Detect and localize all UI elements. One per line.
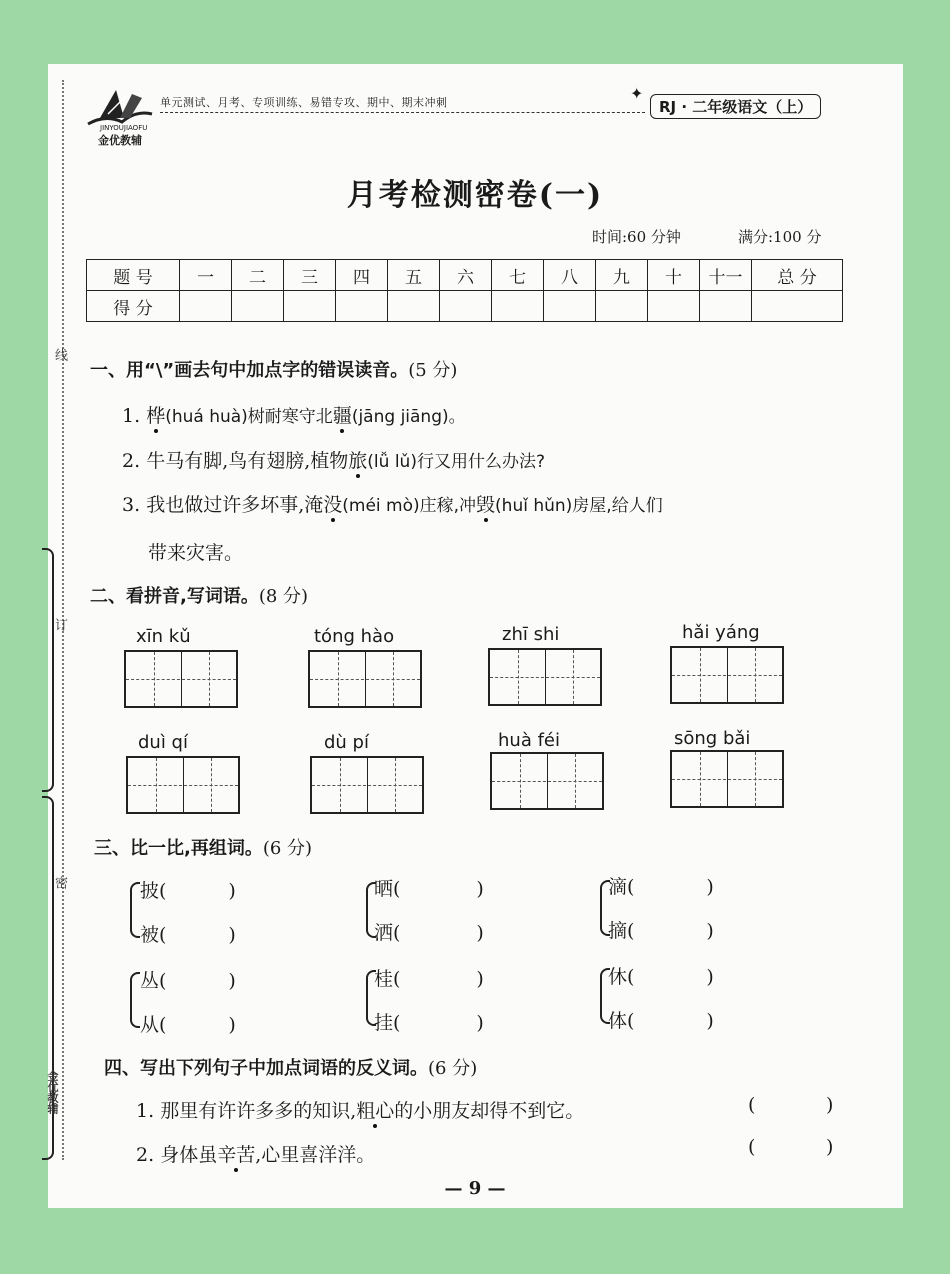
compare-char: 洒( xyxy=(374,922,401,944)
score-table-row2-label: 得 分 xyxy=(87,291,180,322)
section-2-title-text: 二、看拼音,写词语。 xyxy=(90,586,259,607)
score-cell[interactable] xyxy=(648,291,700,322)
compare-close: ) xyxy=(476,1012,484,1034)
compare-item xyxy=(608,916,714,943)
score-col-1: 一 xyxy=(180,260,232,291)
score-cell[interactable] xyxy=(752,291,843,322)
compare-char: 晒( xyxy=(374,878,401,900)
page-title: 月考检测密卷(一) xyxy=(346,178,604,213)
answer-paren-open: ( xyxy=(748,1136,756,1158)
section-4-title xyxy=(104,1054,477,1080)
compare-item xyxy=(374,1008,484,1035)
binding-bracket-upper xyxy=(42,548,54,792)
compare-close: ) xyxy=(706,876,714,898)
full-score: 满分:100 分 xyxy=(738,228,822,246)
dotted-word: 粗心 xyxy=(356,1100,395,1122)
score-col-6: 六 xyxy=(440,260,492,291)
writing-grid[interactable] xyxy=(124,650,238,708)
compare-item xyxy=(608,962,714,989)
pinyin-label xyxy=(498,730,560,751)
compare-item xyxy=(374,918,484,945)
writing-grid[interactable] xyxy=(308,650,422,708)
section-4-points: (6 分) xyxy=(428,1058,478,1079)
compare-close: ) xyxy=(476,878,484,900)
writing-grid[interactable] xyxy=(126,756,240,814)
binding-mark-xian: 线 xyxy=(52,348,67,361)
q-text: 的小朋友却得不到它。 xyxy=(394,1100,585,1122)
score-col-2: 二 xyxy=(232,260,284,291)
dotted-char: 毁 xyxy=(476,494,496,516)
s1-question-3-cont: 带来灾害。 xyxy=(148,542,244,564)
compare-close: ) xyxy=(228,924,236,946)
writing-grid[interactable] xyxy=(670,646,784,704)
writing-grid[interactable] xyxy=(670,750,784,808)
dotted-char: 桦 xyxy=(146,405,166,427)
compare-char: 滴( xyxy=(608,876,635,898)
writing-grid[interactable] xyxy=(490,752,604,810)
score-col-3: 三 xyxy=(284,260,336,291)
q-number: 1. xyxy=(136,1100,155,1122)
brace-icon xyxy=(130,882,140,938)
pinyin-text: duì qí xyxy=(138,732,188,753)
compare-char: 丛( xyxy=(140,970,167,992)
score-cell[interactable] xyxy=(492,291,544,322)
compare-char: 休( xyxy=(608,966,635,988)
score-cell[interactable] xyxy=(232,291,284,322)
q-text: (lǚ lǔ)行又用什么办法? xyxy=(367,452,545,472)
header-strip-text: 单元测试、月考、专项训练、易错专攻、期中、期末冲刺 xyxy=(160,96,448,109)
answer-paren-open: ( xyxy=(748,1094,756,1116)
section-1-title-text: 一、用“\”画去句中加点字的错误读音。 xyxy=(90,360,409,381)
pinyin-text: tóng hào xyxy=(314,626,395,647)
dotted-char: 疆 xyxy=(332,405,352,427)
q-text: (huǐ hǔn)房屋,给人们 xyxy=(495,496,663,516)
q-text: 那里有许许多多的知识, xyxy=(160,1100,357,1122)
binding-edge-brand: 金优教辅 xyxy=(46,1070,59,1114)
compare-item xyxy=(140,876,236,903)
q-text: 我也做过许多坏事,淹 xyxy=(146,494,324,516)
pinyin-text: hǎi yáng xyxy=(682,622,760,643)
s1-question-1 xyxy=(122,401,466,428)
section-3-title-text: 三、比一比,再组词。 xyxy=(94,838,263,859)
dotted-char: 旅 xyxy=(348,450,368,472)
compare-close: ) xyxy=(228,1014,236,1036)
writing-grid[interactable] xyxy=(310,756,424,814)
q-number: 3. xyxy=(122,494,141,516)
exam-time: 时间:60 分钟 xyxy=(592,228,681,246)
score-table-score-row xyxy=(87,291,843,322)
compare-char: 桂( xyxy=(374,968,401,990)
score-table xyxy=(86,259,843,322)
compare-item xyxy=(374,964,484,991)
section-2-title xyxy=(90,582,308,608)
pinyin-label xyxy=(138,732,188,753)
section-4-title-text: 四、写出下列句子中加点词语的反义词。 xyxy=(104,1058,428,1079)
brand-name: 金优教辅 xyxy=(98,134,142,147)
compare-char: 披( xyxy=(140,880,167,902)
brand-pinyin: JINYOUJIAOFU xyxy=(100,124,148,132)
score-cell[interactable] xyxy=(544,291,596,322)
pinyin-label xyxy=(674,728,750,749)
s4-question-2 xyxy=(136,1140,375,1167)
pinyin-text: xīn kǔ xyxy=(136,626,191,647)
dotted-char: 没 xyxy=(323,494,343,516)
compare-close: ) xyxy=(476,968,484,990)
score-cell[interactable] xyxy=(180,291,232,322)
page-number: — 9 — xyxy=(444,1178,506,1199)
binding-mark-ding: 订 xyxy=(52,618,67,631)
compare-close: ) xyxy=(706,920,714,942)
compare-item xyxy=(608,872,714,899)
compare-char: 从( xyxy=(140,1014,167,1036)
pinyin-label xyxy=(136,626,191,647)
section-1-points: (5 分) xyxy=(408,360,458,381)
compare-close: ) xyxy=(228,970,236,992)
score-col-5: 五 xyxy=(388,260,440,291)
q-text: (jāng jiāng)。 xyxy=(351,407,466,427)
compare-char: 摘( xyxy=(608,920,635,942)
section-3-points: (6 分) xyxy=(262,838,313,859)
s4-question-1 xyxy=(136,1096,584,1123)
score-cell[interactable] xyxy=(388,291,440,322)
dotted-word: 辛苦 xyxy=(217,1144,256,1166)
score-cell[interactable] xyxy=(596,291,648,322)
compare-item xyxy=(140,966,236,993)
pinyin-text: sōng bǎi xyxy=(674,728,751,749)
s1-question-2 xyxy=(122,446,545,473)
writing-grid[interactable] xyxy=(488,648,602,706)
q-text: 牛马有脚,鸟有翅膀,植物 xyxy=(146,450,349,472)
pinyin-label xyxy=(502,624,559,645)
compare-close: ) xyxy=(706,966,714,988)
score-col-8: 八 xyxy=(544,260,596,291)
answer-paren-close: ) xyxy=(826,1136,834,1158)
score-col-10: 十 xyxy=(648,260,700,291)
section-3-title xyxy=(94,834,312,860)
compare-close: ) xyxy=(476,922,484,944)
pinyin-label xyxy=(314,626,394,647)
compare-item xyxy=(374,874,484,901)
score-col-7: 七 xyxy=(492,260,544,291)
pinyin-label xyxy=(682,622,760,643)
binding-mark-mi: 密 xyxy=(52,876,67,889)
score-cell[interactable] xyxy=(336,291,388,322)
score-table-row1-label: 题 号 xyxy=(87,260,180,291)
compare-char: 挂( xyxy=(374,1012,401,1034)
score-col-total: 总 分 xyxy=(752,260,843,291)
brace-icon xyxy=(130,972,140,1028)
compare-char: 被( xyxy=(140,924,167,946)
q-number: 2. xyxy=(122,450,141,472)
score-cell[interactable] xyxy=(440,291,492,322)
score-col-9: 九 xyxy=(596,260,648,291)
score-cell[interactable] xyxy=(700,291,752,322)
compare-item xyxy=(140,1010,236,1037)
q-text: 身体虽 xyxy=(160,1144,218,1166)
compare-close: ) xyxy=(228,880,236,902)
s1-question-3 xyxy=(122,490,663,517)
pinyin-text: zhī shi xyxy=(502,624,560,645)
score-cell[interactable] xyxy=(284,291,336,322)
sparkle-icon: ✦ xyxy=(630,84,644,103)
score-col-11: 十一 xyxy=(700,260,752,291)
score-col-4: 四 xyxy=(336,260,388,291)
pinyin-label xyxy=(324,732,369,753)
answer-paren-close: ) xyxy=(826,1094,834,1116)
compare-close: ) xyxy=(706,1010,714,1032)
pinyin-text: huà féi xyxy=(498,730,560,751)
section-1-title xyxy=(90,356,457,382)
section-2-points: (8 分) xyxy=(258,586,309,607)
compare-item xyxy=(140,920,236,947)
compare-item xyxy=(608,1006,714,1033)
q-number: 1. xyxy=(122,405,141,427)
q-number: 2. xyxy=(136,1144,155,1166)
q-text: (huá huà)树耐寒守北 xyxy=(165,407,333,427)
compare-char: 体( xyxy=(608,1010,635,1032)
q-text: (méi mò)庄稼,冲 xyxy=(342,496,477,516)
score-table-header-row xyxy=(87,260,843,291)
q-text: ,心里喜洋洋。 xyxy=(255,1144,376,1166)
header-dashed-line xyxy=(160,112,645,113)
grade-badge: RJ · 二年级语文（上） xyxy=(650,94,821,119)
pinyin-text: dù pí xyxy=(324,732,369,753)
